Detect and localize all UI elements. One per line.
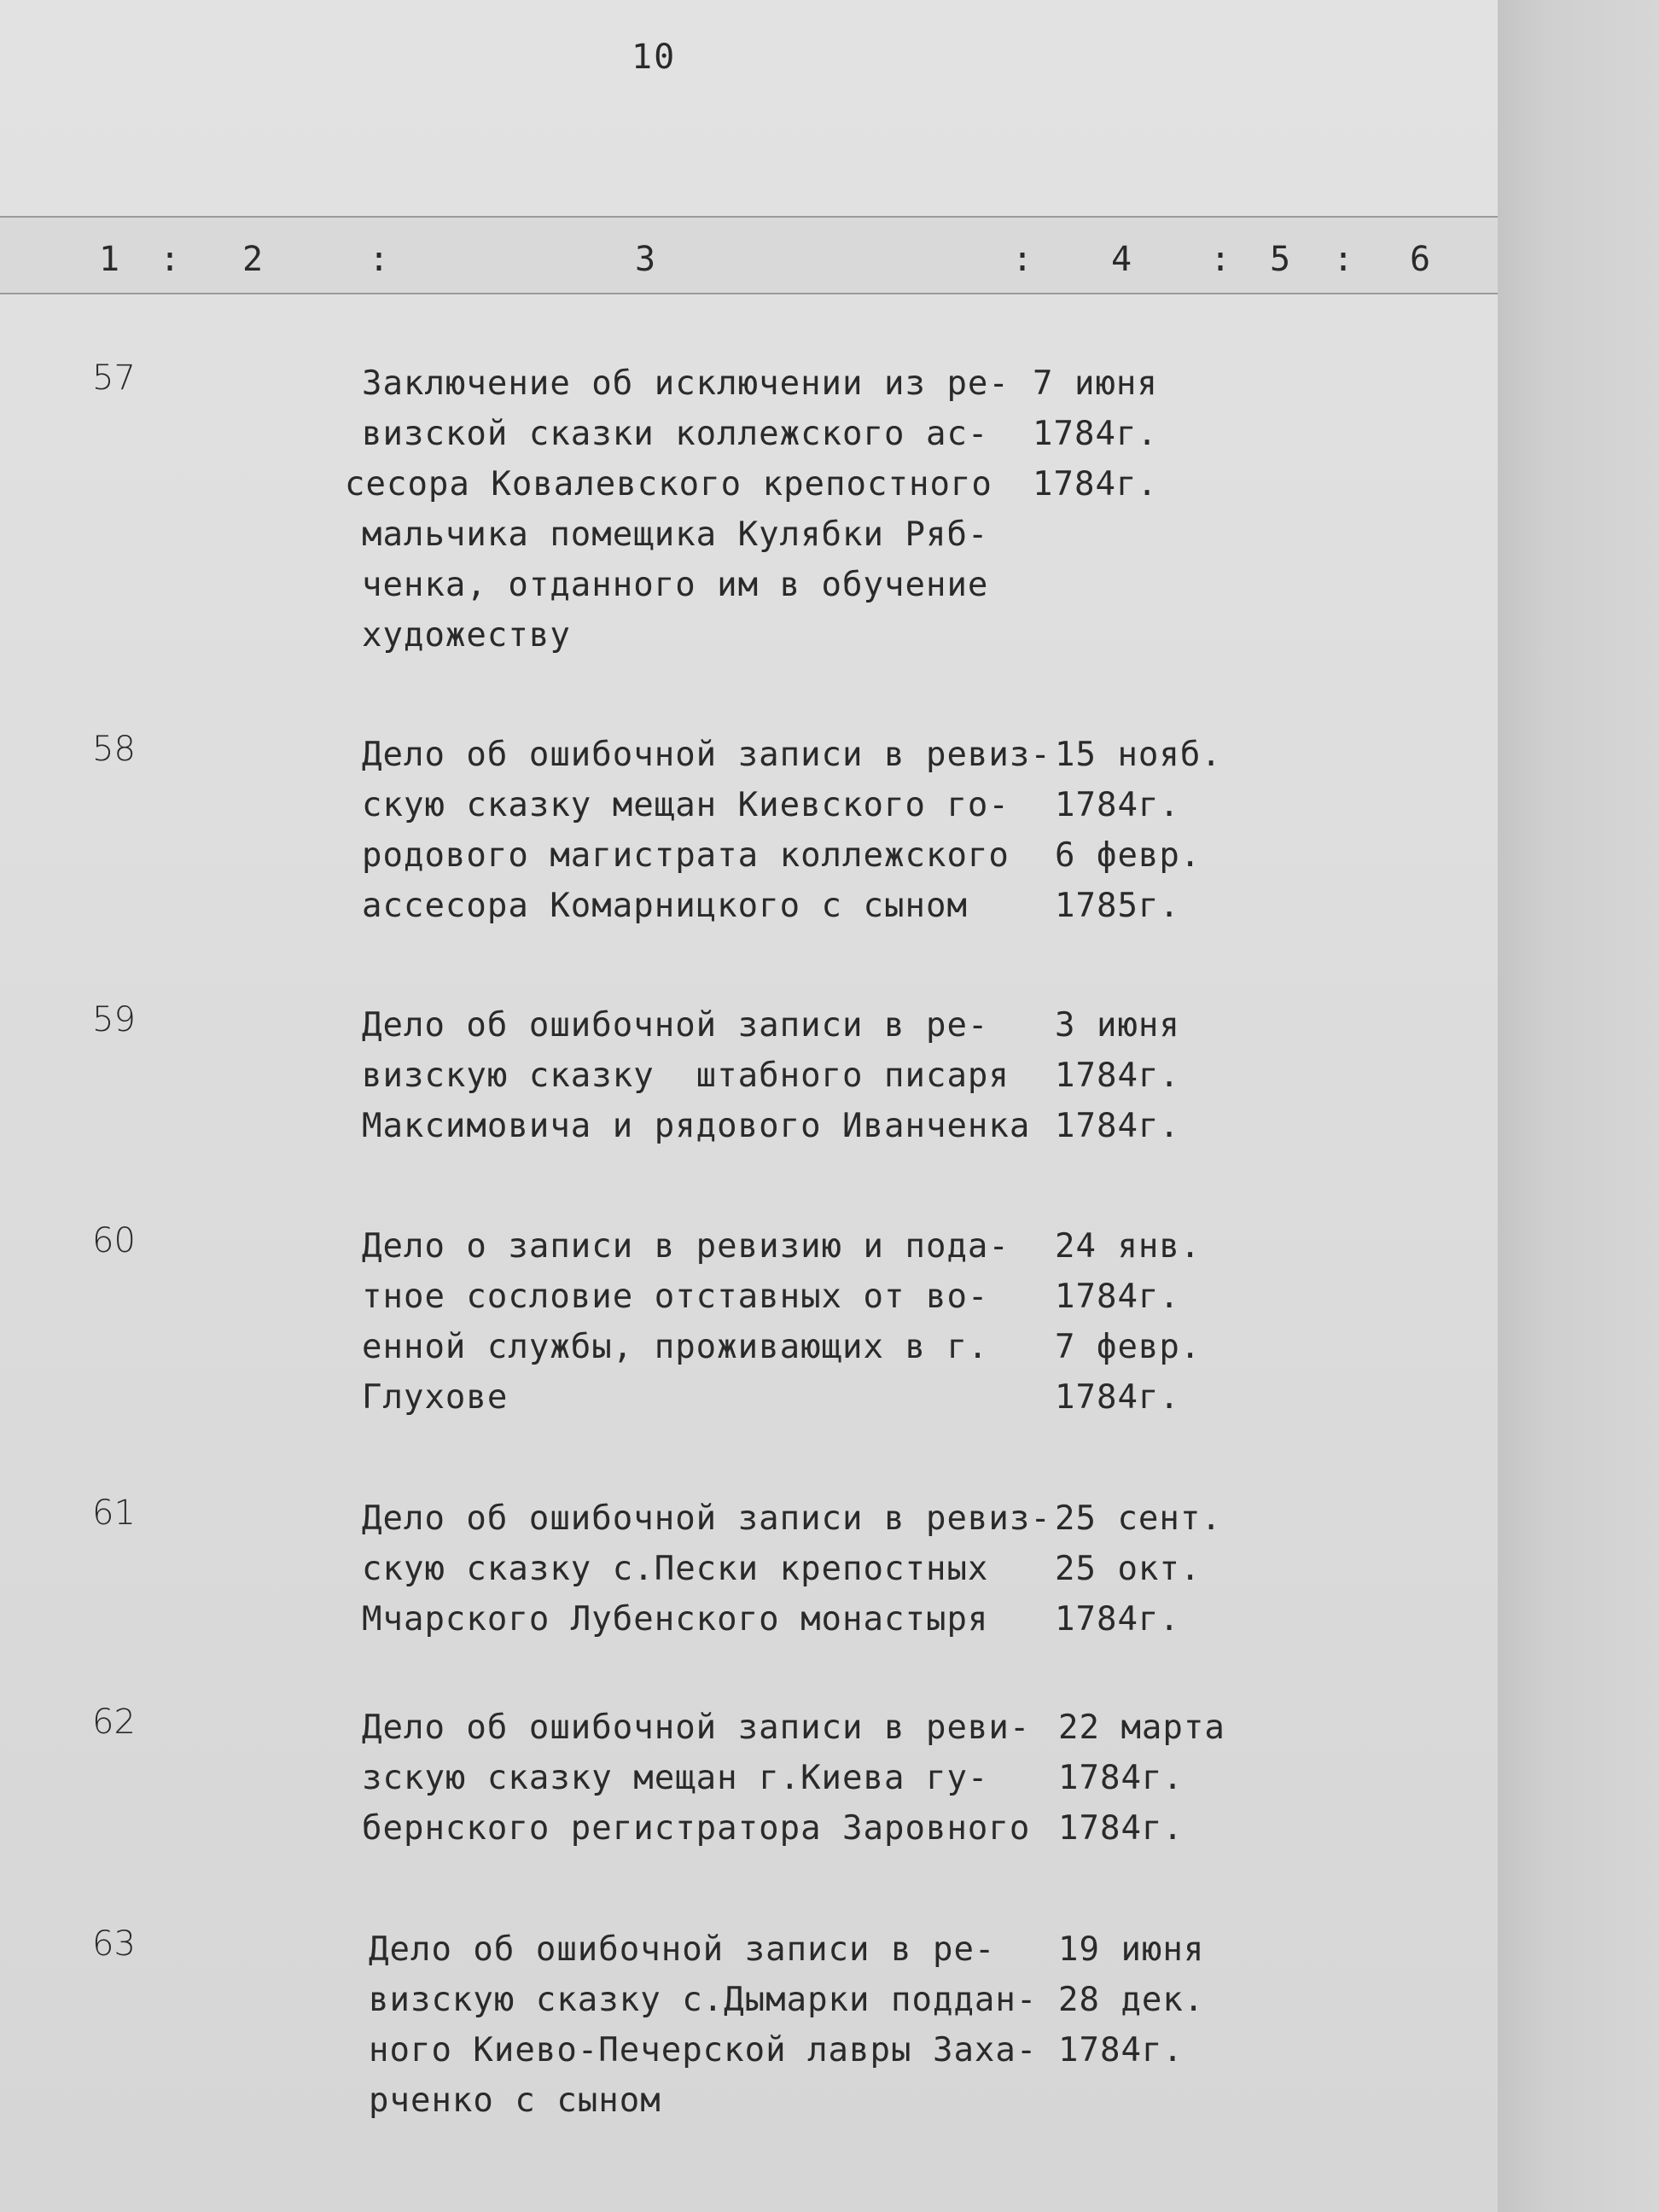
description-line: Максимовича и рядового Иванченка xyxy=(362,1107,1031,1145)
description-line: зскую сказку мещан г.Киева гу- xyxy=(362,1759,989,1797)
description-line: бернского регистратора Заровного xyxy=(362,1809,1031,1848)
record-dates xyxy=(1033,358,1254,509)
column-separator: : xyxy=(1012,240,1033,279)
date-line: 28 дек. xyxy=(1058,1981,1205,2019)
description-line: енной службы, проживающих в г. xyxy=(362,1328,989,1366)
column-separator: : xyxy=(1210,240,1231,279)
date-line: 1784г. xyxy=(1055,1057,1180,1095)
description-line: Дело об ошибочной записи в ревиз- xyxy=(362,736,1051,774)
column-separator: : xyxy=(160,240,181,279)
description-line: сесора Ковалевского крепостного xyxy=(345,465,992,504)
description-line: рченко с сыном xyxy=(369,2081,661,2120)
column-header-3: 3 xyxy=(635,240,656,279)
date-line: 1784г. xyxy=(1055,1600,1180,1639)
date-line: 1784г. xyxy=(1055,786,1180,824)
description-line: Заключение об исключении из ре- xyxy=(362,364,1010,403)
date-line: 1784г. xyxy=(1033,465,1158,504)
description-line: визской сказки коллежского ас- xyxy=(362,415,989,453)
record-description xyxy=(362,1221,1036,1423)
description-line: Дело об ошибочной записи в ре- xyxy=(369,1930,996,1969)
column-separator: : xyxy=(1333,240,1354,279)
date-line: 1785г. xyxy=(1055,887,1180,925)
record-dates xyxy=(1055,1221,1277,1423)
date-line: 1784г. xyxy=(1058,1759,1184,1797)
date-line: 25 окт. xyxy=(1055,1550,1202,1588)
date-line: 1784г. xyxy=(1055,1278,1180,1316)
column-header-row xyxy=(0,216,1498,294)
record-number: 61 xyxy=(92,1493,136,1533)
description-line: ассесора Комарницкого с сыном xyxy=(362,887,968,925)
column-header-1: 1 xyxy=(99,240,120,279)
date-line: 1784г. xyxy=(1058,2031,1184,2069)
description-line: скую сказку с.Пески крепостных xyxy=(362,1550,989,1588)
record-description xyxy=(345,358,1036,661)
record-dates xyxy=(1055,1000,1277,1151)
page-number: 10 xyxy=(632,38,677,77)
date-line: 6 февр. xyxy=(1055,836,1202,875)
date-line: 7 февр. xyxy=(1055,1328,1202,1366)
date-line: 1784г. xyxy=(1055,1378,1180,1417)
column-header-6: 6 xyxy=(1410,240,1431,279)
description-line: Мчарского Лубенского монастыря xyxy=(362,1600,989,1639)
description-line: Дело об ошибочной записи в ре- xyxy=(362,1006,989,1045)
description-line: родового магистрата коллежского xyxy=(362,836,1010,875)
description-line: тное сословие отставных от во- xyxy=(362,1278,989,1316)
record-dates xyxy=(1055,730,1277,931)
page-edge-shadow xyxy=(1498,0,1659,2212)
record-dates xyxy=(1055,1493,1277,1644)
date-line: 19 июня xyxy=(1058,1930,1205,1969)
column-header-5: 5 xyxy=(1270,240,1291,279)
column-header-2: 2 xyxy=(242,240,264,279)
record-description xyxy=(369,1924,1043,2126)
record-number: 60 xyxy=(92,1221,136,1260)
record-number: 58 xyxy=(92,730,136,769)
date-line: 22 марта xyxy=(1058,1708,1225,1747)
description-line: Дело об ошибочной записи в ревиз- xyxy=(362,1499,1051,1538)
date-line: 15 нояб. xyxy=(1055,736,1222,774)
record-number: 62 xyxy=(92,1703,136,1742)
record-number: 59 xyxy=(92,1000,136,1039)
date-line: 24 янв. xyxy=(1055,1227,1202,1266)
record-description xyxy=(362,730,1051,931)
date-line: 1784г. xyxy=(1055,1107,1180,1145)
description-line: Глухове xyxy=(362,1378,509,1417)
date-line: 25 сент. xyxy=(1055,1499,1222,1538)
description-line: скую сказку мещан Киевского го- xyxy=(362,786,1010,824)
date-line: 1784г. xyxy=(1033,415,1158,453)
description-line: Дело об ошибочной записи в реви- xyxy=(362,1708,1031,1747)
record-number: 63 xyxy=(92,1924,136,1964)
description-line: мальчика помещика Кулябки Ряб- xyxy=(362,515,989,554)
record-number: 57 xyxy=(92,358,136,398)
record-dates xyxy=(1058,1924,1280,2075)
date-line: 3 июня xyxy=(1055,1006,1180,1045)
description-line: ченка, отданного им в обучение xyxy=(362,566,989,604)
description-line: Дело о записи в ревизию и пода- xyxy=(362,1227,1010,1266)
record-description xyxy=(362,1000,1036,1151)
date-line: 1784г. xyxy=(1058,1809,1184,1848)
column-separator: : xyxy=(369,240,390,279)
column-header-4: 4 xyxy=(1111,240,1132,279)
description-line: визскую сказку штабного писаря xyxy=(362,1057,1010,1095)
date-line: 7 июня xyxy=(1033,364,1158,403)
record-dates xyxy=(1058,1703,1280,1854)
record-description xyxy=(362,1703,1036,1854)
record-description xyxy=(362,1493,1051,1644)
description-line: ного Киево-Печерской лавры Заха- xyxy=(369,2031,1038,2069)
description-line: визскую сказку с.Дымарки поддан- xyxy=(369,1981,1038,2019)
description-line: художеству xyxy=(362,616,571,655)
